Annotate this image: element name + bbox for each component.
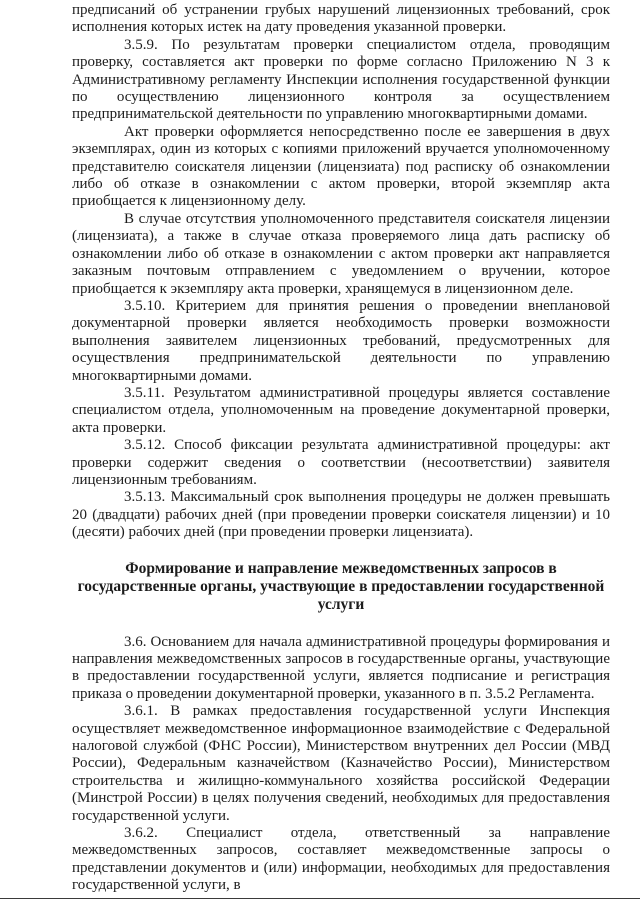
document-body-bottom [72,634,610,895]
paragraph-3-5-10: 3.5.10. Критерием для принятия решения о проведении внеплановой документарной проверки является необходимость проверки возможности выполнения заявителем лицензионных требований, предусмотренных для осуществления предпринимательской деятельности по управлению многоквартирными домами. [72,297,610,384]
paragraph-continued: предписаний об устранении грубых нарушений лицензионных требований, срок исполнения которых истек на дату проведения указанной проверки. [72,2,610,36]
paragraph-3-5-13: 3.5.13. Максимальный срок выполнения процедуры не должен превышать 20 (двадцати) рабочих дней (при проведении проверки соискателя лицензии) и 10 (десяти) рабочих дней (при проведении проверки лицензиата). [72,489,610,541]
document-body-top [72,2,610,542]
paragraph-3-5-12: 3.5.12. Способ фиксации результата административной процедуры: акт проверки содержит сведения о соответствии (несоответствии) заявителя лицензионным требованиям. [72,437,610,488]
paragraph-act: Акт проверки оформляется непосредственно после ее завершения в двух экземплярах, один из которых с копиями приложений вручается уполномоченному представителю соискателя лицензии (лицензиата) под расписку об ознакомлении либо об отказе в ознакомлении с актом проверки, второй экземпляр акта приобщается к лицензионному делу. [72,123,610,210]
section-heading: Формирование и направление межведомственных запросов в государственные органы, участвующие в предоставлении государственной услуги [77,559,605,613]
paragraph-3-6: 3.6. Основанием для начала административной процедуры формирования и направления межведомственных запросов в государственные органы, участвующие в предоставлении государственной услуги, является подписание и регистрация приказа о проведении документарной проверки, указанного в п. 3.5.2 Регламента. [72,633,610,702]
page-bottom-rule [0,898,640,899]
paragraph-3-5-9: 3.5.9. По результатам проверки специалистом отдела, проводящим проверку, составляется акт проверки по форме согласно Приложению N 3 к Административному регламенту Инспекции исполнения государственной функции по осуществлению лицензионного контроля за осуществлением предпринимательской деятельности по управлению многоквартирными домами. [72,36,610,123]
paragraph-3-5-11: 3.5.11. Результатом административной процедуры является составление специалистом отдела, уполномоченным на проведение документарной проверки, акта проверки. [72,384,610,436]
paragraph-3-6-1: 3.6.1. В рамках предоставления государственной услуги Инспекция осуществляет межведомственное информационное взаимодействие с Федеральной налоговой службой (ФНС России), Министерством внутренних дел России (МВД России), Федеральным казначейством (Казначейство России), Министерством строительства и жилищно-коммунального хозяйства российской Федерации (Минстрой России) в целях получения сведений, необходимых для предоставления государственной услуги. [72,703,610,824]
paragraph-absence: В случае отсутствия уполномоченного представителя соискателя лицензии (лицензиата), а также в случае отказа проверяемого лица дать расписку об ознакомлении либо об отказе в ознакомлении с актом проверки акт направляется заказным почтовым отправлением с уведомлением о вручении, которое приобщается к экземпляру акта проверки, хранящемуся в лицензионном деле. [72,210,610,297]
paragraph-3-6-2: 3.6.2. Специалист отдела, ответственный за направление межведомственных запросов, составляет межведомственные запросы о представлении документов и (или) информации, необходимых для предоставления государственной услуги, в [72,825,610,894]
